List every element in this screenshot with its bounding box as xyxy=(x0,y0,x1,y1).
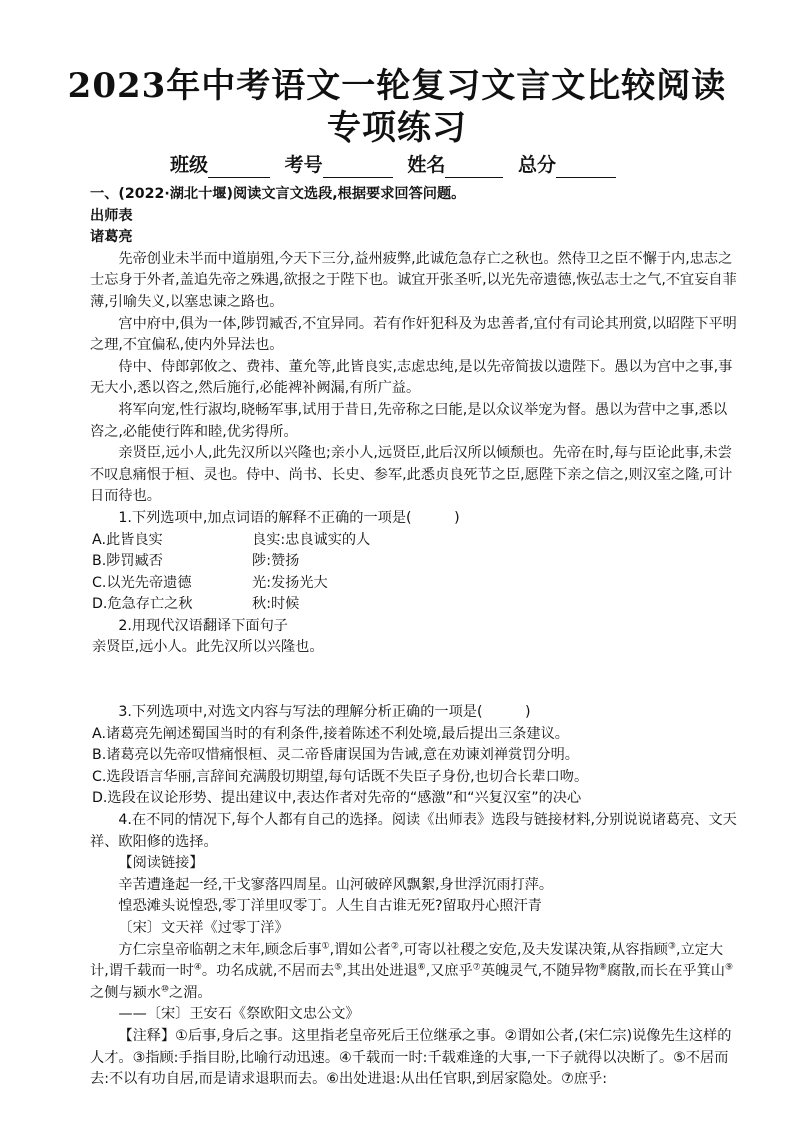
text-title: 出师表 xyxy=(90,207,133,224)
prose-source: ——〔宋〕王安石《祭欧阳文忠公文》 xyxy=(118,1006,360,1023)
prose-segment: 英魄灵气,不随异物 xyxy=(480,963,599,980)
text-author: 诸葛亮 xyxy=(90,229,133,246)
option-explanation: 良实:忠良诚实的人 xyxy=(252,531,371,548)
prose-segment: 。功名成就,不居而去 xyxy=(201,963,335,980)
reading-link-label: 【阅读链接】 xyxy=(118,855,204,872)
poem-line-1: 辛苦遭逢起一经,干戈寥落四周星。山河破碎风飘絮,身世浮沉雨打萍。 xyxy=(118,876,554,893)
prose-segment: 之湄。 xyxy=(169,984,212,1001)
question-4-stem: 4.在不同的情况下,每个人都有自己的选择。阅读《出师表》选段与链接材料,分别说说诸葛亮、文天祥、欧阳修的选择。 xyxy=(90,812,737,850)
question-1-option-b xyxy=(90,551,740,573)
passage-paragraph-1: 先帝创业未半而中道崩殂,今天下三分,益州疲弊,此诚危急存亡之秋也。然侍卫之臣不懈于内,忠志之士忘身于外者,盖追先帝之殊遇,欲报之于陛下也。诚宜开张圣听,以光先帝遗德,恢弘志士之气,不宜妄自菲薄,引喻失义,以塞忠谏之路也。 xyxy=(90,250,737,310)
option-explanation: 陟:赞扬 xyxy=(252,553,300,570)
field-class-label: 班级 xyxy=(170,154,209,176)
note-mark: ⑤ xyxy=(334,962,343,973)
question-1-option-c xyxy=(90,573,740,595)
question-3-option-c: C.选段语言华丽,言辞间充满殷切期望,每句话既不失臣子身份,也切合长辈口吻。 xyxy=(92,768,589,785)
question-1-option-a xyxy=(90,530,740,552)
prose-segment: 方仁宗皇帝临朝之末年,顾念后事 xyxy=(118,941,322,958)
prose-segment: ,可寄以社稷之安危,及夫发谋决策,从容指顾 xyxy=(398,941,668,958)
note-mark: ⑩ xyxy=(160,984,170,995)
annotation-notes: 【注释】①后事,身后之事。这里指老皇帝死后王位继承之事。②谓如公者,(宋仁宗)说像先生这样的人才。③指顾:手指目盼,比喻行动迅速。④千载而一时:千载难逢的大事,一下子就得以决断了。⑤不居而去:不以有功自居,而是请求退职而去。⑥出处进退:从出任官职,到居家隐处。⑦庶乎: xyxy=(90,1027,732,1088)
prose-passage xyxy=(90,940,740,1005)
poem-source: 〔宋〕文天祥《过零丁洋》 xyxy=(118,920,289,936)
question-2-sentence: 亲贤臣,远小人。此先汉所以兴隆也。 xyxy=(92,639,324,656)
question-3-stem: 3.下列选项中,对选文内容与写法的理解分析正确的一项是( ) xyxy=(118,704,531,721)
option-text: A.此皆良实 xyxy=(92,531,163,548)
question-2-stem: 2.用现代汉语翻译下面句子 xyxy=(118,617,288,634)
prose-segment: 腐散,而长在乎箕山 xyxy=(606,963,725,980)
option-explanation: 光:发扬光大 xyxy=(252,574,328,591)
document-body xyxy=(90,184,740,1091)
prose-segment: ,立定大计,谓千载而一时 xyxy=(90,941,724,980)
note-mark: ① xyxy=(321,940,330,951)
field-class-blank[interactable] xyxy=(208,157,270,178)
question-1-stem: 1.下列选项中,加点词语的解释不正确的一项是( ) xyxy=(118,509,460,526)
note-mark: ④ xyxy=(193,962,202,973)
prose-segment: ,又庶乎 xyxy=(425,963,473,980)
student-info-line xyxy=(0,152,794,178)
question-3-option-d: D.选段在议论形势、提出建议中,表达作者对先帝的“感激”和“兴复汉室”的决心 xyxy=(92,790,582,807)
field-score-blank[interactable] xyxy=(556,157,616,178)
question-3-option-a: A.诸葛亮先阐述蜀国当时的有利条件,接着陈述不利处境,最后提出三条建议。 xyxy=(92,725,569,742)
passage-paragraph-4: 将军向宠,性行淑均,晓畅军事,试用于昔日,先帝称之曰能,是以众议举宠为督。愚以为营中之事,悉以咨之,必能使行阵和睦,优劣得所。 xyxy=(90,401,728,440)
question-3-option-b: B.诸葛亮以先帝叹惜痛恨桓、灵二帝昏庸误国为告诫,意在劝谏刘禅赏罚分明。 xyxy=(92,747,579,764)
field-name-blank[interactable] xyxy=(445,157,503,178)
passage-paragraph-5: 亲贤臣,远小人,此先汉所以兴隆也;亲小人,远贤臣,此后汉所以倾颓也。先帝在时,每与臣论此事,未尝不叹息痛恨于桓、灵也。侍中、尚书、长史、参军,此悉贞良死节之臣,愿陛下亲之信之,则汉室之隆,可计日而待也。 xyxy=(90,445,733,505)
doc-title-line1: 2023年中考语文一轮复习文言文比较阅读 xyxy=(67,66,727,106)
section-heading: 一、(2022·湖北十堰)阅读文言文选段,根据要求回答问题。 xyxy=(90,186,466,202)
note-mark: ② xyxy=(390,940,399,951)
answer-space[interactable] xyxy=(90,659,740,702)
note-mark: ⑧ xyxy=(598,962,607,973)
note-mark: ⑥ xyxy=(417,962,426,973)
option-text: C.以光先帝遗德 xyxy=(92,574,192,591)
note-mark: ⑦ xyxy=(472,962,481,973)
option-text: B.陟罚臧否 xyxy=(92,553,163,570)
option-text: D.危急存亡之秋 xyxy=(92,596,193,613)
note-mark: ③ xyxy=(667,940,676,951)
question-1-option-d xyxy=(90,594,740,616)
field-exam-number-blank[interactable] xyxy=(323,157,393,178)
option-explanation: 秋:时候 xyxy=(252,596,300,613)
field-exam-number-label: 考号 xyxy=(284,154,323,176)
poem-line-2: 惶恐滩头说惶恐,零丁洋里叹零丁。人生自古谁无死?留取丹心照汗青 xyxy=(118,898,542,915)
passage-paragraph-3: 侍中、侍郎郭攸之、费祎、董允等,此皆良实,志虑忠纯,是以先帝简拔以遗陛下。愚以为宫中之事,事无大小,悉以咨之,然后施行,必能裨补阙漏,有所广益。 xyxy=(90,358,733,397)
passage-paragraph-2: 宫中府中,俱为一体,陟罚臧否,不宜异同。若有作奸犯科及为忠善者,宜付有司论其刑赏,以昭陛下平明之理,不宜偏私,使内外异法也。 xyxy=(90,315,737,354)
prose-segment: 之侧与颍水 xyxy=(90,984,161,1001)
field-score-label: 总分 xyxy=(517,154,556,176)
doc-title-line2: 专项练习 xyxy=(327,108,467,148)
prose-segment: ,其出处进退 xyxy=(342,963,418,980)
field-name-label: 姓名 xyxy=(407,154,446,176)
prose-segment: ,谓如公者 xyxy=(329,941,391,958)
note-mark: ⑨ xyxy=(724,962,734,973)
